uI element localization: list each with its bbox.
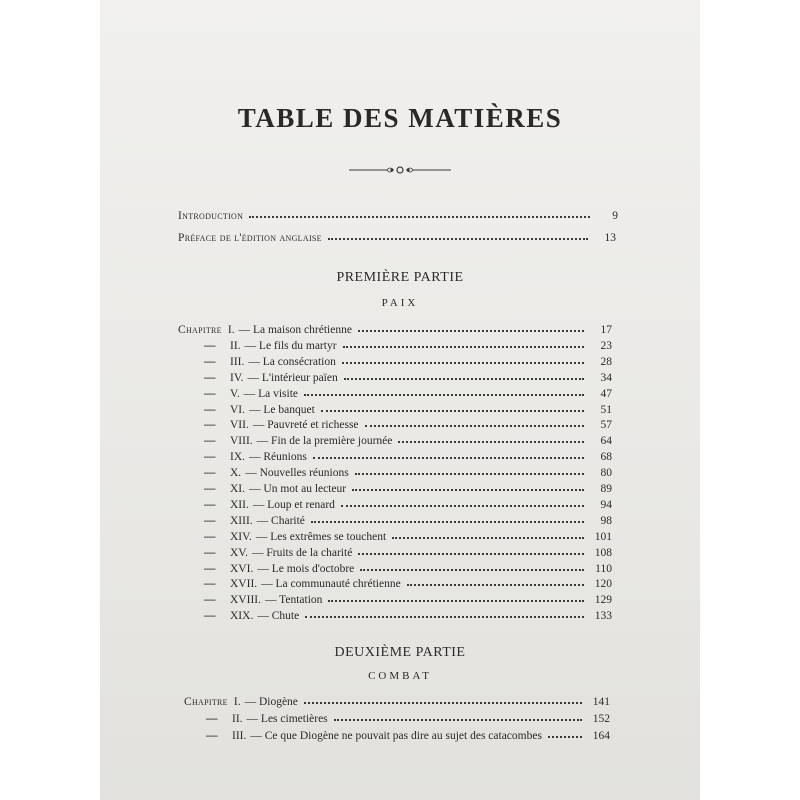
chapter-prefix: Chapitre [184, 696, 228, 708]
page-number: 28 [600, 355, 612, 368]
toc-entry-chapter [204, 606, 612, 622]
chapter-title: — Le banquet [249, 403, 315, 416]
toc-entry-chapter [204, 352, 612, 368]
chapter-prefix: — [204, 355, 216, 368]
chapter-number: XII. [230, 498, 249, 511]
chapter-number: I. [227, 324, 235, 336]
chapter-prefix: — [204, 483, 216, 495]
chapter-title: — Pauvreté et richesse [252, 419, 359, 432]
entry-label [206, 730, 542, 742]
page-number: 152 [592, 713, 610, 725]
leader-dots [249, 216, 590, 218]
toc-entry-chapter [204, 479, 612, 495]
entry-label [204, 563, 354, 575]
entry-label [204, 451, 307, 463]
chapter-number: II. [230, 339, 241, 352]
chapter-number: XV. [230, 546, 249, 559]
toc-entry-chapter [184, 692, 610, 708]
toc-entry-chapter [206, 709, 610, 725]
toc-entry-chapter [204, 527, 612, 543]
page-number: 23 [600, 339, 612, 352]
chapter-number: VIII. [230, 435, 253, 448]
chapter-prefix: — [204, 371, 216, 384]
leader-dots [341, 505, 584, 507]
page-number: 13 [604, 232, 616, 244]
chapter-title: — Le mois d'octobre [257, 562, 355, 575]
leader-dots [334, 719, 582, 721]
chapter-number: XVII. [230, 578, 258, 591]
chapter-number: XIV. [230, 530, 252, 543]
leader-dots [398, 441, 584, 443]
leader-dots [304, 394, 584, 396]
chapter-prefix: — [204, 403, 216, 416]
page-number: 110 [595, 562, 612, 575]
toc-entry-chapter [204, 463, 612, 479]
entry-label [204, 467, 349, 479]
leader-dots [328, 238, 588, 240]
toc-entry-chapter [206, 726, 610, 742]
toc-entry-chapter [204, 384, 612, 400]
page-number: 108 [594, 546, 612, 559]
chapter-prefix: — [204, 578, 216, 591]
chapter-prefix: — [204, 514, 216, 527]
chapter-title: — Fruits de la charité [252, 546, 353, 559]
leader-dots [358, 553, 584, 555]
entry-label [204, 435, 392, 447]
page-title: TABLE DES MATIÈRES [237, 103, 563, 133]
page-number: 89 [600, 483, 612, 495]
toc-entry-chapter [204, 415, 612, 431]
entry-label [204, 610, 299, 622]
chapter-number: XIX. [230, 610, 254, 623]
chapter-number: II. [232, 713, 243, 725]
chapter-number: V. [230, 387, 240, 400]
page-number: 141 [592, 696, 610, 708]
entry-label [204, 578, 401, 590]
chapter-title: — La visite [243, 387, 298, 400]
entry-label [178, 324, 352, 336]
part-subtitle: PAIX [381, 297, 419, 309]
chapter-number: XI. [230, 483, 246, 495]
chapter-title: — Loup et renard [252, 498, 335, 511]
page-number: 51 [600, 403, 612, 416]
part-title: DEUXIÈME PARTIE [334, 645, 466, 660]
leader-dots [313, 457, 584, 459]
chapter-prefix: — [204, 498, 216, 511]
chapter-title: — Le fils du martyr [244, 339, 337, 352]
chapter-prefix: — [204, 610, 216, 623]
leader-dots [321, 410, 584, 412]
chapter-number: XIII. [230, 514, 253, 527]
chapter-title: — Les extrêmes se touchent [255, 530, 387, 543]
entry-label [204, 531, 386, 543]
chapter-title: — Réunions [249, 451, 307, 464]
entry-label [204, 372, 338, 384]
part-title: PREMIÈRE PARTIE [336, 270, 464, 285]
entry-label [204, 594, 322, 606]
chapter-prefix: — [204, 435, 216, 448]
entry-label [204, 388, 298, 400]
chapter-title: — La consécration [248, 355, 336, 368]
leader-dots [311, 521, 584, 523]
page-number: 120 [594, 578, 612, 591]
chapter-title: — L'intérieur païen [247, 371, 338, 384]
chapter-number: XVI. [230, 562, 254, 575]
toc-entry-chapter [204, 447, 612, 463]
leader-dots [305, 616, 584, 618]
toc-entry-introduction [178, 206, 618, 222]
chapter-title: — La maison chrétienne [238, 324, 352, 336]
chapter-number: IV. [230, 371, 244, 384]
chapter-prefix: — [204, 467, 216, 480]
toc-entry-chapter [204, 495, 612, 511]
chapter-prefix: — [204, 451, 216, 464]
page-number: 68 [600, 451, 612, 464]
leader-dots [328, 600, 584, 602]
chapter-title: — Diogène [244, 696, 298, 708]
chapter-title: — Tentation [264, 594, 323, 607]
chapter-prefix: — [206, 713, 218, 725]
toc-entry-chapter [204, 431, 612, 447]
page-number: 34 [600, 371, 612, 384]
page-number: 94 [600, 498, 612, 511]
page-number: 101 [594, 530, 612, 543]
page-number: 47 [600, 387, 612, 400]
chapter-number: VII. [230, 419, 249, 432]
chapter-prefix: — [204, 419, 216, 432]
page-number: 164 [592, 730, 610, 742]
leader-dots [355, 473, 584, 475]
page-number: 98 [600, 514, 612, 527]
entry-label [206, 713, 328, 725]
chapter-prefix: — [204, 546, 216, 559]
toc-entry-chapter [204, 574, 612, 590]
toc-entry-chapter [204, 559, 612, 575]
leader-dots [392, 537, 584, 539]
page-number: 80 [600, 467, 612, 480]
chapter-prefix: — [204, 594, 216, 607]
leader-dots [407, 584, 584, 586]
toc-entry-chapter [204, 590, 612, 606]
entry-label [204, 356, 336, 368]
leader-dots [352, 489, 584, 491]
chapter-number: III. [232, 730, 247, 742]
chapter-title: — Un mot au lecteur [249, 483, 347, 495]
chapter-number: III. [230, 355, 245, 368]
page-number: 133 [594, 610, 612, 623]
toc-entry-chapter [178, 320, 612, 336]
entry-label [184, 696, 298, 708]
toc-entry-chapter [204, 511, 612, 527]
chapter-number: X. [230, 467, 242, 480]
chapter-number: XVIII. [230, 594, 261, 607]
page-number: 64 [600, 435, 612, 448]
chapter-number: VI. [230, 403, 246, 416]
chapter-title: — Charité [256, 514, 305, 527]
chapter-title: — Fin de la première journée [256, 435, 393, 448]
chapter-title: — Chute [257, 610, 300, 623]
entry-label: Introduction [178, 210, 244, 222]
entry-label [204, 515, 305, 527]
page-number: 129 [594, 594, 612, 607]
entry-label [204, 340, 337, 352]
toc-entry-preface [178, 228, 616, 244]
leader-dots [342, 362, 584, 364]
leader-dots [358, 330, 584, 332]
chapter-prefix: — [204, 387, 216, 400]
toc-entry-chapter [204, 400, 612, 416]
entry-label [204, 499, 335, 511]
chapter-title: — La communauté chrétienne [261, 578, 401, 591]
chapter-number: IX. [230, 451, 246, 464]
chapter-title: — Les cimetières [246, 713, 328, 725]
page-number: 17 [600, 324, 612, 336]
entry-label [204, 483, 346, 495]
entry-label: Préface de l'édition anglaise [178, 232, 322, 244]
chapter-prefix: — [204, 562, 216, 575]
leader-dots [344, 378, 584, 380]
part-subtitle: COMBAT [368, 670, 432, 682]
entry-label [204, 547, 352, 559]
leader-dots [304, 702, 582, 704]
entry-label [204, 419, 359, 431]
page-number: 9 [612, 210, 618, 222]
entry-label [204, 404, 315, 416]
toc-entry-chapter [204, 368, 612, 384]
leader-dots [360, 569, 584, 571]
chapter-title: — Nouvelles réunions [245, 467, 349, 480]
chapter-title: — Ce que Diogène ne pouvait pas dire au sujet des catacombes [250, 730, 542, 742]
leader-dots [548, 736, 582, 738]
leader-dots [343, 346, 584, 348]
chapter-prefix: — [204, 339, 216, 352]
chapter-prefix: — [204, 530, 216, 543]
page-number: 57 [600, 419, 612, 432]
chapter-prefix: Chapitre [178, 324, 222, 336]
toc-entry-chapter [204, 336, 612, 352]
toc-entry-chapter [204, 543, 612, 559]
ornament-divider [347, 163, 453, 177]
chapter-number: I. [233, 696, 241, 708]
chapter-prefix: — [206, 730, 218, 742]
book-page [100, 0, 700, 800]
leader-dots [365, 425, 584, 427]
